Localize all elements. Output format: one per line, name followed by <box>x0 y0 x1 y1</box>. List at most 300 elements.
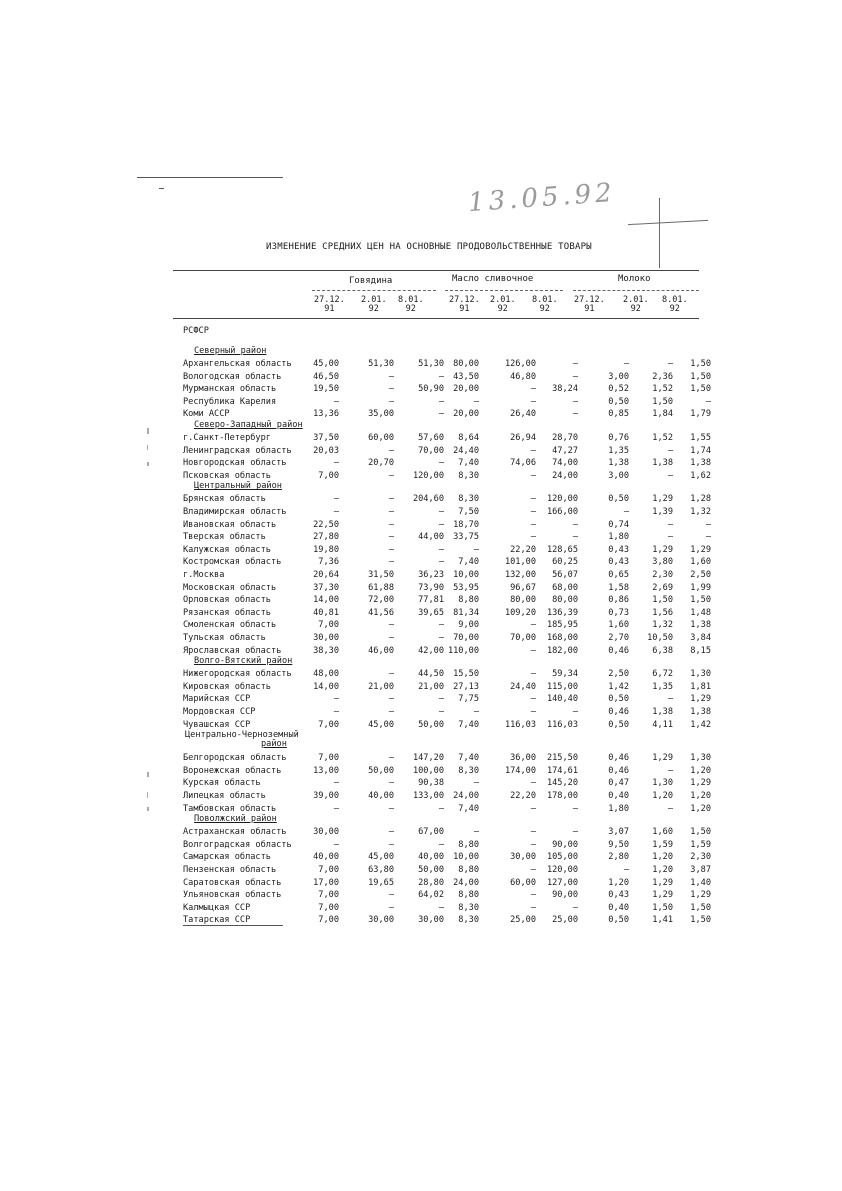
price-cell: 1,32 <box>690 507 711 517</box>
price-cell: 50,00 <box>368 765 394 776</box>
price-cell: – <box>572 409 578 420</box>
price-cell: 50,00 <box>418 719 444 730</box>
price-cell: 27,13 <box>453 681 479 692</box>
price-cell: 24,00 <box>453 791 479 801</box>
price-cell: 0,50 <box>608 396 629 407</box>
price-cell: – <box>530 694 536 705</box>
table-row <box>0 915 842 928</box>
date-header-day: 27.12. <box>574 295 605 305</box>
price-cell: – <box>438 694 444 705</box>
region-name: Ярославская область <box>183 645 282 656</box>
table-row <box>0 633 842 646</box>
price-cell: 204,60 <box>412 494 444 505</box>
price-cell: – <box>530 494 536 505</box>
price-cell: 1,38 <box>690 458 711 469</box>
price-cell: – <box>705 519 711 530</box>
price-cell: 90,00 <box>552 839 578 850</box>
price-cell: 31,50 <box>368 570 394 580</box>
price-cell: 8,30 <box>458 494 479 505</box>
price-cell: 8,80 <box>458 890 479 901</box>
table-row <box>0 583 842 596</box>
price-cell: – <box>388 445 394 456</box>
table-row <box>0 532 842 545</box>
price-cell: – <box>572 707 578 717</box>
price-cell: 50,00 <box>418 865 444 875</box>
date-header-year: 91 <box>324 304 335 314</box>
date-column-header <box>361 296 387 314</box>
date-header-year: 91 <box>584 304 595 314</box>
price-cell: 1,42 <box>690 719 711 730</box>
price-cell: 1,20 <box>690 803 711 814</box>
table-row <box>0 791 842 804</box>
price-cell: 59,34 <box>552 669 578 680</box>
date-column-header <box>532 296 558 314</box>
region-name: Мордовская ССР <box>183 707 256 717</box>
price-cell: 3,80 <box>652 557 673 568</box>
section-heading: Центральный район <box>194 481 282 492</box>
price-cell: 2,36 <box>652 371 673 382</box>
price-cell: 46,50 <box>313 371 339 382</box>
price-cell: 8,80 <box>458 865 479 875</box>
price-cell: 4,11 <box>652 719 673 730</box>
price-cell: 61,88 <box>368 582 394 593</box>
price-cell: 7,00 <box>318 470 339 481</box>
price-cell: – <box>438 396 444 407</box>
price-cell: 1,41 <box>652 915 673 926</box>
section-heading <box>185 731 299 749</box>
price-cell: 68,00 <box>552 582 578 593</box>
price-cell: – <box>388 633 394 643</box>
price-cell: 40,00 <box>313 852 339 863</box>
price-cell: – <box>572 902 578 913</box>
price-cell: 1,48 <box>690 607 711 618</box>
price-cell: 44,00 <box>418 532 444 543</box>
price-cell: 1,30 <box>652 778 673 789</box>
price-cell: 13,36 <box>313 409 339 420</box>
price-cell: – <box>473 544 479 555</box>
price-cell: 1,39 <box>652 507 673 517</box>
price-cell: – <box>388 494 394 505</box>
price-cell: 1,74 <box>690 445 711 456</box>
price-cell: – <box>530 532 536 543</box>
price-cell: 132,00 <box>504 570 536 580</box>
price-cell: – <box>333 707 339 717</box>
table-row <box>0 545 842 558</box>
region-name: Тверская область <box>183 532 266 543</box>
price-cell: 1,58 <box>608 582 629 593</box>
price-cell: 38,24 <box>552 384 578 395</box>
price-cell: 7,00 <box>318 753 339 764</box>
price-cell: 37,30 <box>313 582 339 593</box>
handwritten-date: 13.05.92 <box>467 177 617 219</box>
price-cell: 38,30 <box>313 645 339 656</box>
price-cell: 10,00 <box>453 570 479 580</box>
price-cell: – <box>667 519 673 530</box>
price-cell: – <box>572 827 578 838</box>
table-row <box>0 620 842 633</box>
price-cell: 7,00 <box>318 719 339 730</box>
date-header-day: 8.01. <box>398 295 424 305</box>
price-cell: 1,55 <box>690 433 711 443</box>
table-row <box>0 433 842 446</box>
price-cell: 20,70 <box>368 458 394 469</box>
price-cell: 0,46 <box>608 645 629 656</box>
price-cell: 30,00 <box>418 915 444 926</box>
price-cell: 45,00 <box>368 852 394 863</box>
region-name: Ленинградская область <box>183 445 292 456</box>
price-cell: 1,99 <box>690 582 711 593</box>
price-cell: 7,40 <box>458 458 479 469</box>
section-heading-line: Центрально-Черноземный <box>185 730 299 741</box>
table-row <box>0 878 842 891</box>
price-cell: 2,50 <box>608 669 629 680</box>
price-cell: 0,65 <box>608 570 629 580</box>
price-cell: 40,81 <box>313 607 339 618</box>
price-cell: 20,64 <box>313 570 339 580</box>
price-cell: – <box>572 519 578 530</box>
price-cell: 17,00 <box>313 877 339 888</box>
price-cell: 1,79 <box>690 409 711 420</box>
price-cell: 42,00 <box>418 645 444 656</box>
price-cell: 1,56 <box>652 607 673 618</box>
price-cell: 43,50 <box>453 371 479 382</box>
region-name: Астраханская область <box>183 827 287 838</box>
price-cell: 73,90 <box>418 582 444 593</box>
margin-speck <box>147 445 148 450</box>
price-cell: 22,20 <box>510 544 536 555</box>
price-cell: 47,27 <box>552 445 578 456</box>
price-cell: 1,60 <box>690 557 711 568</box>
price-cell: – <box>530 827 536 838</box>
region-name: Нижегородская область <box>183 669 292 680</box>
price-cell: – <box>388 507 394 517</box>
price-cell: 28,70 <box>552 433 578 443</box>
price-cell: – <box>572 532 578 543</box>
price-cell: – <box>530 507 536 517</box>
price-cell: 7,00 <box>318 865 339 875</box>
price-cell: 7,00 <box>318 902 339 913</box>
price-cell: 64,02 <box>418 890 444 901</box>
price-cell: – <box>388 544 394 555</box>
table-row <box>0 608 842 621</box>
price-cell: – <box>438 839 444 850</box>
price-cell: – <box>530 902 536 913</box>
price-cell: 0,74 <box>608 519 629 530</box>
region-name: Республика Карелия <box>183 396 277 407</box>
group-header-beef: Говядина <box>349 276 393 286</box>
price-cell: 36,23 <box>418 570 444 580</box>
date-header-year: 92 <box>368 304 379 314</box>
price-cell: 13,00 <box>313 765 339 776</box>
price-cell: – <box>333 778 339 789</box>
price-cell: 0,50 <box>608 494 629 505</box>
price-cell: 1,42 <box>608 681 629 692</box>
price-cell: 7,00 <box>318 915 339 926</box>
price-cell: 140,40 <box>546 694 578 705</box>
table-row <box>0 520 842 533</box>
price-cell: 1,50 <box>652 595 673 606</box>
price-cell: 48,00 <box>313 669 339 680</box>
region-name: Смоленская область <box>183 620 277 631</box>
region-name: Курская область <box>183 778 261 789</box>
price-cell: 20,00 <box>453 384 479 395</box>
table-row <box>0 753 842 766</box>
price-cell: 25,00 <box>552 915 578 926</box>
price-cell: 1,29 <box>652 494 673 505</box>
date-column-header <box>662 296 688 314</box>
price-cell: 45,00 <box>313 359 339 369</box>
date-column-header <box>398 296 424 314</box>
price-cell: – <box>473 396 479 407</box>
price-cell: 1,32 <box>652 620 673 631</box>
region-label: РСФСР <box>183 326 209 336</box>
price-cell: 14,00 <box>313 681 339 692</box>
price-cell: 7,00 <box>318 890 339 901</box>
price-cell: 46,80 <box>510 371 536 382</box>
date-column-header <box>490 296 516 314</box>
price-cell: 7,40 <box>458 719 479 730</box>
table-row <box>0 646 842 659</box>
price-cell: – <box>438 803 444 814</box>
region-name: Новгородская область <box>183 458 287 469</box>
price-cell: 168,00 <box>546 633 578 643</box>
price-cell: 2,30 <box>690 852 711 863</box>
price-cell: 116,03 <box>546 719 578 730</box>
price-cell: 21,00 <box>368 681 394 692</box>
region-name: Ульяновская область <box>183 890 282 901</box>
price-cell: 1,29 <box>690 544 711 555</box>
table-row <box>0 804 842 817</box>
price-cell: – <box>333 458 339 469</box>
price-cell: 1,50 <box>690 359 711 369</box>
price-cell: 46,00 <box>368 645 394 656</box>
price-cell: 145,20 <box>546 778 578 789</box>
price-cell: 1,50 <box>690 902 711 913</box>
price-cell: 56,07 <box>552 570 578 580</box>
price-cell: 1,52 <box>652 384 673 395</box>
price-cell: 45,00 <box>368 719 394 730</box>
price-cell: 100,00 <box>412 765 444 776</box>
price-cell: 0,50 <box>608 694 629 705</box>
price-cell: 1,38 <box>652 707 673 717</box>
price-cell: 1,50 <box>690 595 711 606</box>
region-name: Кировская область <box>183 681 271 692</box>
price-cell: 70,00 <box>510 633 536 643</box>
price-cell: – <box>667 532 673 543</box>
region-name: Вологодская область <box>183 371 282 382</box>
region-name: Калмыцкая ССР <box>183 902 251 913</box>
table-row <box>0 446 842 459</box>
date-header-year: 92 <box>405 304 416 314</box>
price-cell: – <box>438 458 444 469</box>
price-cell: 0,46 <box>608 707 629 717</box>
group-rule-milk <box>573 290 699 291</box>
price-cell: 3,00 <box>608 371 629 382</box>
region-name: Орловская область <box>183 595 271 606</box>
price-cell: 72,00 <box>368 595 394 606</box>
price-cell: – <box>530 645 536 656</box>
price-cell: – <box>473 707 479 717</box>
price-cell: 51,30 <box>368 359 394 369</box>
price-cell: 44,50 <box>418 669 444 680</box>
price-cell: 120,00 <box>412 470 444 481</box>
price-cell: – <box>667 359 673 369</box>
price-cell: 40,00 <box>418 852 444 863</box>
price-cell: – <box>388 384 394 395</box>
price-cell: – <box>388 519 394 530</box>
price-cell: – <box>530 384 536 395</box>
table-row <box>0 397 842 410</box>
price-cell: 1,62 <box>690 470 711 481</box>
price-cell: 105,00 <box>546 852 578 863</box>
price-cell: – <box>530 620 536 631</box>
price-cell: 70,00 <box>418 445 444 456</box>
price-cell: 1,80 <box>608 532 629 543</box>
price-cell: – <box>530 470 536 481</box>
price-cell: 0,76 <box>608 433 629 443</box>
price-cell: – <box>530 707 536 717</box>
price-cell: 30,00 <box>313 633 339 643</box>
region-name: Чувашская ССР <box>183 719 251 730</box>
price-cell: 24,40 <box>453 445 479 456</box>
price-cell: – <box>388 620 394 631</box>
price-cell: 8,30 <box>458 765 479 776</box>
table-row <box>0 766 842 779</box>
price-cell: 24,00 <box>453 877 479 888</box>
price-cell: 1,59 <box>690 839 711 850</box>
region-name: Псковская область <box>183 470 271 481</box>
price-cell: – <box>388 902 394 913</box>
price-cell: 1,50 <box>652 902 673 913</box>
price-cell: 6,72 <box>652 669 673 680</box>
table-row <box>0 494 842 507</box>
price-cell: 1,50 <box>652 396 673 407</box>
table-row <box>0 694 842 707</box>
price-cell: 0,43 <box>608 544 629 555</box>
table-row <box>0 359 842 372</box>
price-cell: 7,40 <box>458 557 479 568</box>
price-cell: – <box>438 371 444 382</box>
price-cell: – <box>388 694 394 705</box>
price-cell: 33,75 <box>453 532 479 543</box>
price-cell: 7,75 <box>458 694 479 705</box>
pen-stroke-vertical <box>659 198 660 268</box>
price-cell: 22,50 <box>313 519 339 530</box>
price-cell: – <box>388 371 394 382</box>
table-row <box>0 409 842 422</box>
table-row <box>0 890 842 903</box>
table-row <box>0 471 842 484</box>
price-cell: 3,07 <box>608 827 629 838</box>
price-cell: – <box>438 507 444 517</box>
price-cell: 7,50 <box>458 507 479 517</box>
price-cell: 2,80 <box>608 852 629 863</box>
section-heading: Северо-Западный район <box>194 420 303 430</box>
price-cell: 2,69 <box>652 582 673 593</box>
price-cell: 0,46 <box>608 753 629 764</box>
table-row <box>0 865 842 878</box>
price-cell: 90,38 <box>418 778 444 789</box>
price-cell: 3,87 <box>690 865 711 875</box>
section-heading: Волго-Вятский район <box>194 656 293 667</box>
price-cell: – <box>388 778 394 789</box>
table-row <box>0 707 842 720</box>
price-cell: 8,80 <box>458 839 479 850</box>
region-name: Саратовская область <box>183 877 282 888</box>
date-column-header <box>574 296 605 314</box>
price-cell: 67,00 <box>418 827 444 838</box>
price-cell: 1,29 <box>652 890 673 901</box>
price-cell: – <box>438 633 444 643</box>
region-name: Брянская область <box>183 494 266 505</box>
price-cell: 2,30 <box>652 570 673 580</box>
price-cell: 174,00 <box>504 765 536 776</box>
region-name: Архангельская область <box>183 359 292 369</box>
price-cell: – <box>530 839 536 850</box>
price-cell: 80,00 <box>552 595 578 606</box>
margin-speck <box>147 462 149 466</box>
region-name: Волгоградская область <box>183 839 292 850</box>
region-name: Воронежская область <box>183 765 282 776</box>
price-cell: 60,00 <box>510 877 536 888</box>
price-cell: 215,50 <box>546 753 578 764</box>
table-row <box>0 682 842 695</box>
region-name: Тамбовская область <box>183 803 277 814</box>
price-cell: – <box>572 371 578 382</box>
price-cell: 14,00 <box>313 595 339 606</box>
price-cell: 1,29 <box>652 753 673 764</box>
price-cell: 1,20 <box>652 852 673 863</box>
header-bottom-rule <box>173 318 699 319</box>
price-cell: – <box>438 544 444 555</box>
price-cell: 1,38 <box>690 620 711 631</box>
region-name: Пензенская область <box>183 865 277 875</box>
price-cell: 128,65 <box>546 544 578 555</box>
price-cell: 74,06 <box>510 458 536 469</box>
price-cell: – <box>705 532 711 543</box>
price-cell: – <box>473 827 479 838</box>
date-header-day: 2.01. <box>623 295 649 305</box>
price-cell: 30,00 <box>368 915 394 926</box>
price-cell: 133,00 <box>412 791 444 801</box>
price-cell: 7,40 <box>458 753 479 764</box>
price-cell: – <box>473 778 479 789</box>
price-cell: 115,00 <box>546 681 578 692</box>
price-cell: 96,67 <box>510 582 536 593</box>
price-cell: 22,20 <box>510 791 536 801</box>
price-cell: 41,56 <box>368 607 394 618</box>
date-header-day: 27.12. <box>314 295 345 305</box>
price-cell: – <box>572 396 578 407</box>
price-cell: 20,03 <box>313 445 339 456</box>
price-cell: – <box>438 707 444 717</box>
price-cell: 81,34 <box>453 607 479 618</box>
date-header-day: 8.01. <box>532 295 558 305</box>
price-cell: 120,00 <box>546 494 578 505</box>
price-cell: – <box>530 778 536 789</box>
price-cell: 0,46 <box>608 765 629 776</box>
group-rule-beef <box>312 290 436 291</box>
table-row <box>0 852 842 865</box>
region-name: Самарская область <box>183 852 271 863</box>
price-cell: 60,25 <box>552 557 578 568</box>
region-name: Белгородская область <box>183 753 287 764</box>
table-row <box>0 384 842 397</box>
date-header-year: 92 <box>539 304 550 314</box>
price-cell: 126,00 <box>504 359 536 369</box>
price-cell: 1,35 <box>652 681 673 692</box>
price-cell: – <box>530 445 536 456</box>
